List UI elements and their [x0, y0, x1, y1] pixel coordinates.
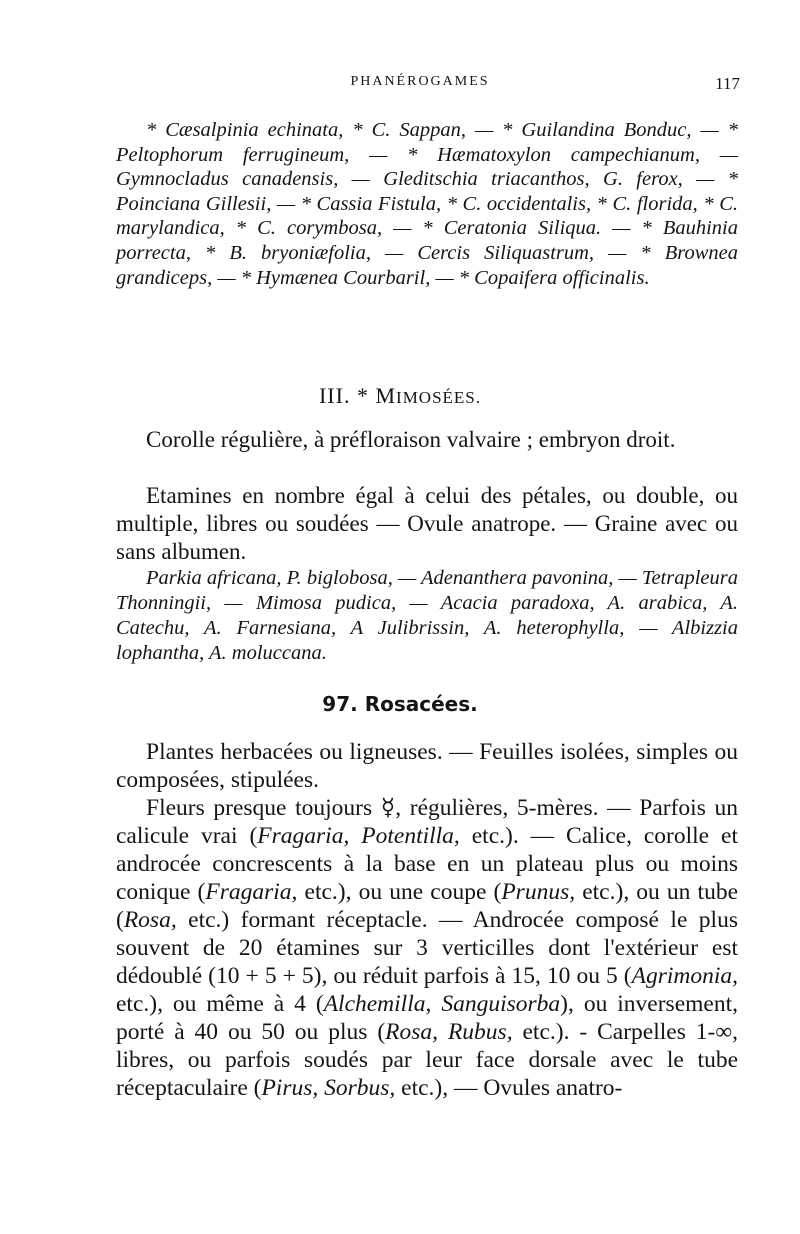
text-run: etc.), ou même à 4 (: [116, 991, 324, 1017]
genus-italic: Fragaria, Potentilla,: [257, 823, 460, 849]
page-number: 117: [715, 74, 740, 93]
caesalpinieae-species-list: [116, 118, 738, 290]
mimosees-stamen-description: Etamines en nombre égal à celui des pétales, ou double, ou multiple, libres ou soudées — Ovule anatrope. — Graine avec ou sans albumen.: [116, 483, 738, 564]
text-run: ), ou inversement, porté à 40 ou 50 ou plus (: [116, 991, 738, 1045]
genus-italic: Alchemilla, Sanguisorba: [323, 991, 561, 1017]
genus-italic: Prunus,: [501, 879, 576, 905]
text-run: etc.). — Calice, corolle et androcée concrescents à la base en un plateau plus ou moins conique (: [116, 823, 738, 905]
text-run: etc.), ou une coupe (: [297, 879, 502, 905]
page-header: [100, 74, 740, 98]
family-number: 97.: [322, 692, 358, 716]
genus-italic: Pirus, Sorbus,: [261, 1075, 396, 1101]
genus-italic: Agrimonia,: [631, 963, 738, 989]
section-heading-mimosees: [0, 383, 800, 409]
text-run: etc.) formant réceptacle. — Androcée composé le plus souvent de 20 étamines sur 3 verticilles dont l'extérieur est dédoublé (10 + 5 + 5), ou réduit parfois à 15, 10 ou 5 (: [116, 907, 738, 989]
section-initial: M: [375, 383, 397, 408]
mimosees-corolla-description: Corolle régulière, à préfloraison valvaire ; embryon droit.: [146, 427, 676, 452]
section-roman-numeral: III. *: [318, 383, 376, 408]
text-run: etc.), — Ovules anatro-: [395, 1075, 623, 1101]
text-run: Fleurs presque toujours ☿, régulières, 5-mères. — Parfois un calicule vrai (: [116, 795, 738, 849]
section-name: IMOSÉES.: [396, 388, 482, 407]
genus-italic: Rosa, Rubus,: [385, 1019, 513, 1045]
family-name: Rosacées.: [364, 692, 478, 716]
running-title: PHANÉROGAMES: [350, 74, 490, 89]
text-run: etc.). - Carpelles 1-∞, libres, ou parfois soudés par leur face dorsale avec le tube réceptaculaire (: [116, 1019, 738, 1101]
genus-italic: Rosa,: [123, 907, 177, 933]
rosacees-habit-paragraph: Plantes herbacées ou ligneuses. — Feuilles isolées, simples ou composées, stipulées.: [116, 739, 738, 793]
text-run: etc.), ou un tube (: [116, 879, 738, 933]
species-list-text: * Cæsalpinia echinata, * C. Sappan, — * Guilandina Bonduc, — * Peltophorum ferrugineum, — * Hæmatoxylon campechianum, — Gymnocladus canadensis, — Gleditschia triacanthos, G. ferox, — * Poinciana Gillesii, — * Cassia Fistula, * C. occidentalis, * C. florida, * C. marylandica, * C. corymbosa, — * Ceratonia Siliqua. — * Bauhinia porrecta, * B. bryoniæfolia, — Cercis Siliquastrum, — * Brownea grandiceps, — * Hymænea Courbaril, — * Copaifera officinalis.: [116, 119, 738, 289]
genus-italic: Fragaria,: [205, 879, 298, 905]
rosacees-flower-paragraph: [116, 794, 738, 1102]
mimosees-species-list: Parkia africana, P. biglobosa, — Adenanthera pavonina, — Tetrapleura Thonningii, — Mimosa pudica, — Acacia paradoxa, A. arabica, A. Catechu, A. Farnesiana, A Julibrissin, A. heterophylla, — Albizzia lophantha, A. moluccana.: [116, 567, 738, 664]
family-heading-rosacees: [0, 692, 800, 716]
